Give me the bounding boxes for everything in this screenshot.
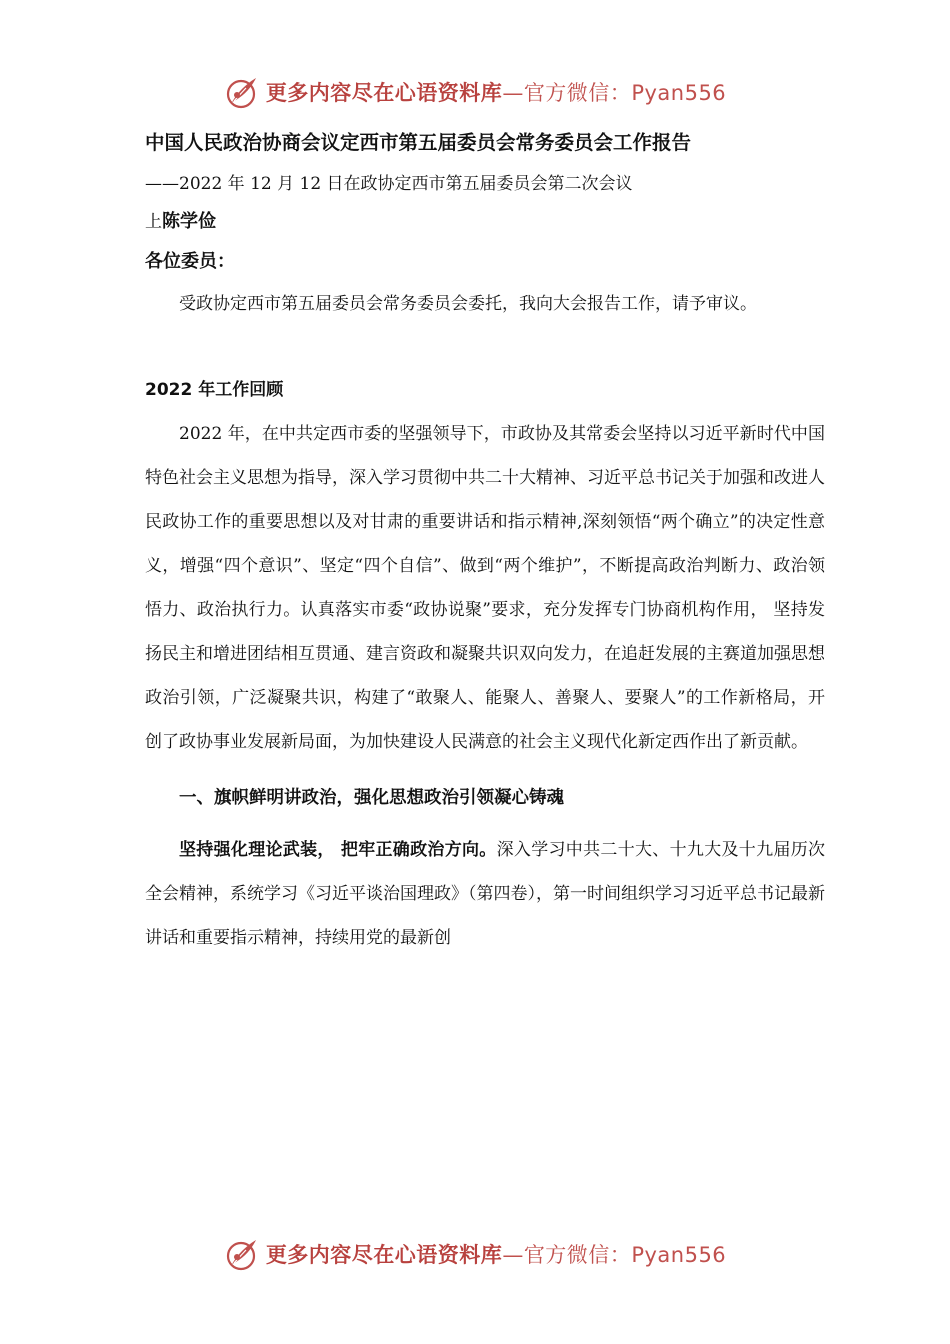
speaker-line (145, 202, 825, 242)
document-title: 中国人民政治协商会议定西市第五届委员会常务委员会工作报告 (145, 131, 692, 154)
review-paragraph: 2022 年，在中共定西市委的坚强领导下，市政协及其常委会坚持以习近平新时代中国特色社会主义思想为指导，深入学习贯彻中共二十大精神、习近平总书记关于加强和改进人民政协工作的重要思想以及对甘肃的重要讲话和指示精神,深刻领悟“两个确立”的决定性意义，增强“四个意识”、坚定“四个自信”、做到“两个维护”，不断提高政治判断力、政治领悟力、政治执行力。认真落实市委“政协说聚”要求，充分发挥专门协商机构作用， 坚持发扬民主和增进团结相互贯通、建言资政和凝聚共识双向发力，在追赶发展的主赛道加强思想政治引领，广泛凝聚共识，构建了“敢聚人、能聚人、善聚人、要聚人”的工作新格局，开创了政协事业发展新局面，为加快建设人民满意的社会主义现代化新定西作出了新贡献。 (145, 424, 825, 752)
part-one-paragraph (145, 828, 825, 960)
document-subtitle: ——2022 年 12 月 12 日在政协定西市第五届委员会第二次会议 (145, 174, 633, 194)
salutation: 各位委员： (145, 251, 235, 272)
spacer (145, 764, 825, 776)
banner-library-name: 更多内容尽在心语资料库 (265, 1243, 503, 1267)
feather-pen-logo-icon (224, 74, 260, 110)
spacer (145, 326, 825, 368)
banner-wechat-label: 官方微信： (523, 1243, 632, 1267)
banner-text (266, 1239, 726, 1269)
header-banner (0, 70, 950, 114)
banner-wechat-id: Pyan556 (631, 1243, 727, 1267)
part-one-title: 一、旗帜鲜明讲政治，强化思想政治引领凝心铸魂 (179, 788, 564, 808)
document-body (145, 120, 825, 960)
part-one-text: 深入学习中共二十大、十九大及十九届历次全会精神，系统学习《习近平谈治国理政》（第四卷），第一时间组织学习习近平总书记最新讲话和重要指示精神，持续用党的最新创 (145, 840, 825, 948)
banner-wechat-label: 官方微信： (523, 81, 632, 105)
speaker-prefix: 上 (145, 212, 162, 232)
banner-separator: — (502, 1243, 524, 1267)
banner-library-name: 更多内容尽在心语资料库 (265, 81, 503, 105)
feather-pen-logo-icon (224, 1236, 260, 1272)
spacer (145, 820, 825, 828)
banner-separator: — (502, 81, 524, 105)
footer-banner (0, 1232, 950, 1276)
part-one-lead: 坚持强化理论武装， 把牢正确政治方向。 (179, 840, 497, 860)
banner-wechat-id: Pyan556 (631, 81, 727, 105)
speaker-name: 陈学俭 (162, 211, 216, 232)
banner-text (266, 77, 726, 107)
intro-paragraph: 受政协定西市第五届委员会常务委员会委托，我向大会报告工作，请予审议。 (179, 294, 757, 314)
section-title: 2022 年工作回顾 (145, 380, 284, 400)
